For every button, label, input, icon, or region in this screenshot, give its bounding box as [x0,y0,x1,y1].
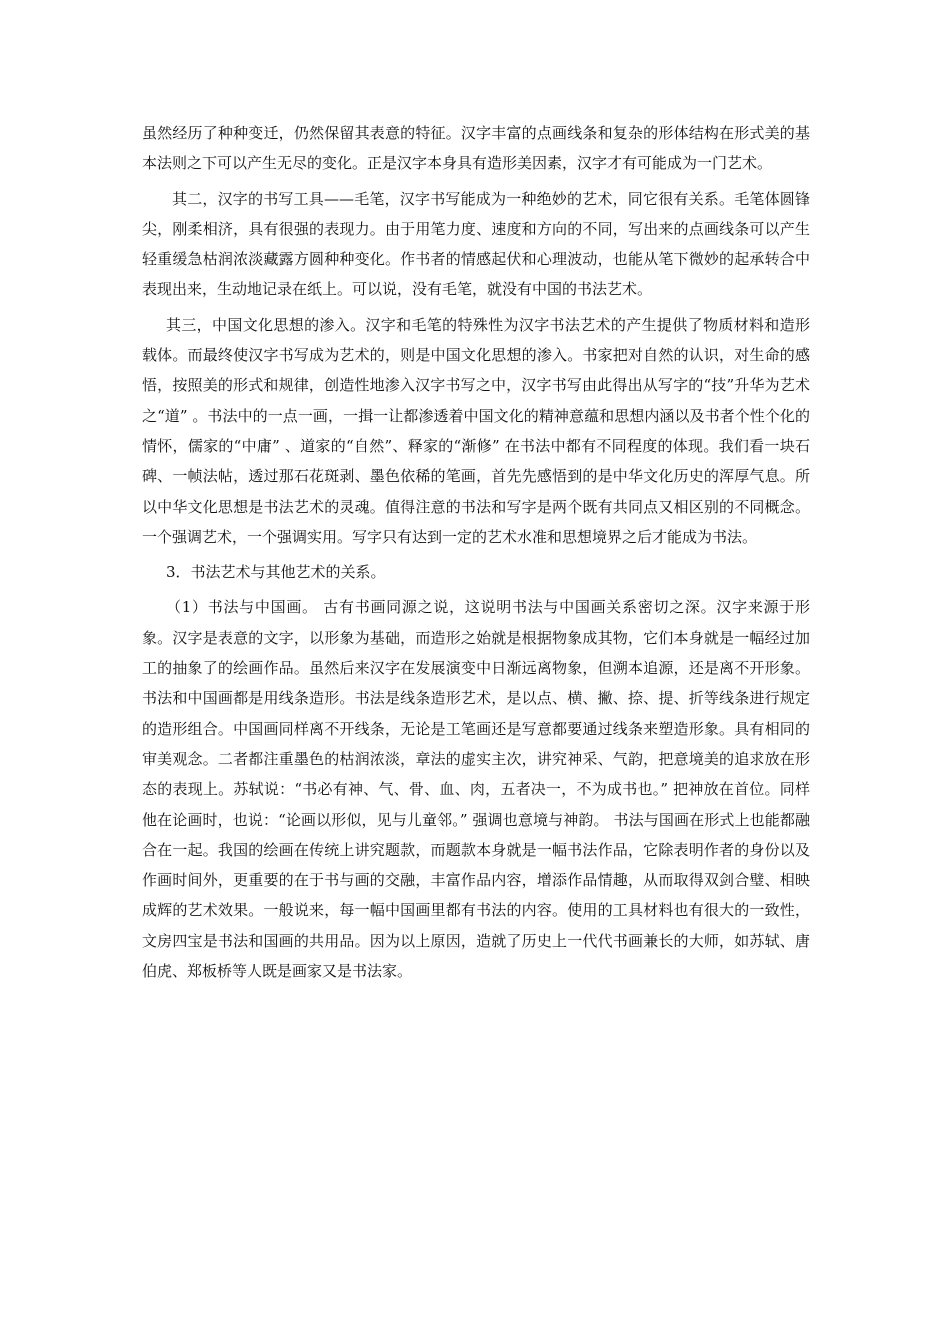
paragraph-intro-continuation: 虽然经历了种种变迁，仍然保留其表意的特征。汉字丰富的点画线条和复杂的形体结构在形式美的基本法则之下可以产生无尽的变化。正是汉字本身具有造形美因素，汉字才有可能成为一门艺术。 [142,124,810,173]
paragraph-cultural-thought: 其三，中国文化思想的渗入。汉字和毛笔的特殊性为汉字书法艺术的产生提供了物质材料和造形载体。而最终使汉字书写成为艺术的，则是中国文化思想的渗入。书家把对自然的认识，对生命的感悟，按照美的形式和规律，创造性地渗入汉字书写之中，汉字书写由此得出从写字的“技”升华为艺术之“道” 。书法中的一点一画，一揖一让都渗透着中国文化的精神意蕴和思想内涵以及书者个性个化的情怀，儒家的“中庸” 、道家的“自然”、释家的“渐修” 在书法中都有不同程度的体现。我们看一块石碑、一帧法帖，透过那石花斑剥、墨色依稀的笔画，首先先感悟到的是中华文化历史的浑厚气息。所以中华文化思想是书法艺术的灵魂。值得注意的书法和写字是两个既有共同点又相区别的不同概念。一个强调艺术，一个强调实用。写字只有达到一定的艺术水准和思想境界之后才能成为书法。 [142,315,810,546]
paragraph-brush-tool: 其二，汉字的书写工具——毛笔，汉字书写能成为一种绝妙的艺术，同它很有关系。毛笔体圆锋尖，刚柔相济，具有很强的表现力。由于用笔力度、速度和方向的不同，写出来的点画线条可以产生轻重缓急枯润浓淡藏露方圆种种变化。作书者的情感起伏和心理波动，也能从笔下微妙的起承转合中表现出来，生动地记录在纸上。可以说，没有毛笔，就没有中国的书法艺术。 [142,189,810,299]
document-body [142,118,810,986]
paragraph-calligraphy-and-painting: （1）书法与中国画。 古有书画同源之说，这说明书法与中国画关系密切之深。汉字来源于形象。汉字是表意的文字，以形象为基础，而造形之始就是根据物象成其物，它们本身就是一幅经过加工的抽象了的绘画作品。虽然后来汉字在发展演变中日渐远离物象，但溯本追源，还是离不开形象。书法和中国画都是用线条造形。书法是线条造形艺术，是以点、横、撇、捺、提、折等线条进行规定的造形组合。中国画同样离不开线条，无论是工笔画还是写意都要通过线条来塑造形象。具有相同的审美观念。二者都注重墨色的枯润浓淡，章法的虚实主次，讲究神采、气韵，把意境美的追求放在形态的表现上。苏轼说：“书必有神、气、骨、血、肉，五者决一，不为成书也。” 把神放在首位。同样他在论画时，也说：“论画以形似，见与儿童邻。” 强调也意境与神韵。 书法与国画在形式上也能都融合在一起。我国的绘画在传统上讲究题款，而题款本身就是一幅书法作品，它除表明作者的身份以及作画时间外，更重要的在于书与画的交融，丰富作品内容，增添作品情趣，从而取得双剑合璧、相映成辉的艺术效果。一般说来，每一幅中国画里都有书法的内容。使用的工具材料也有很大的一致性，文房四宝是书法和国画的共用品。因为以上原因，造就了历史上一代代书画兼长的大师，如苏轼、唐伯虎、郑板桥等人既是画家又是书法家。 [142,598,810,981]
section-heading-relations: 3．书法艺术与其他艺术的关系。 [166,563,386,582]
